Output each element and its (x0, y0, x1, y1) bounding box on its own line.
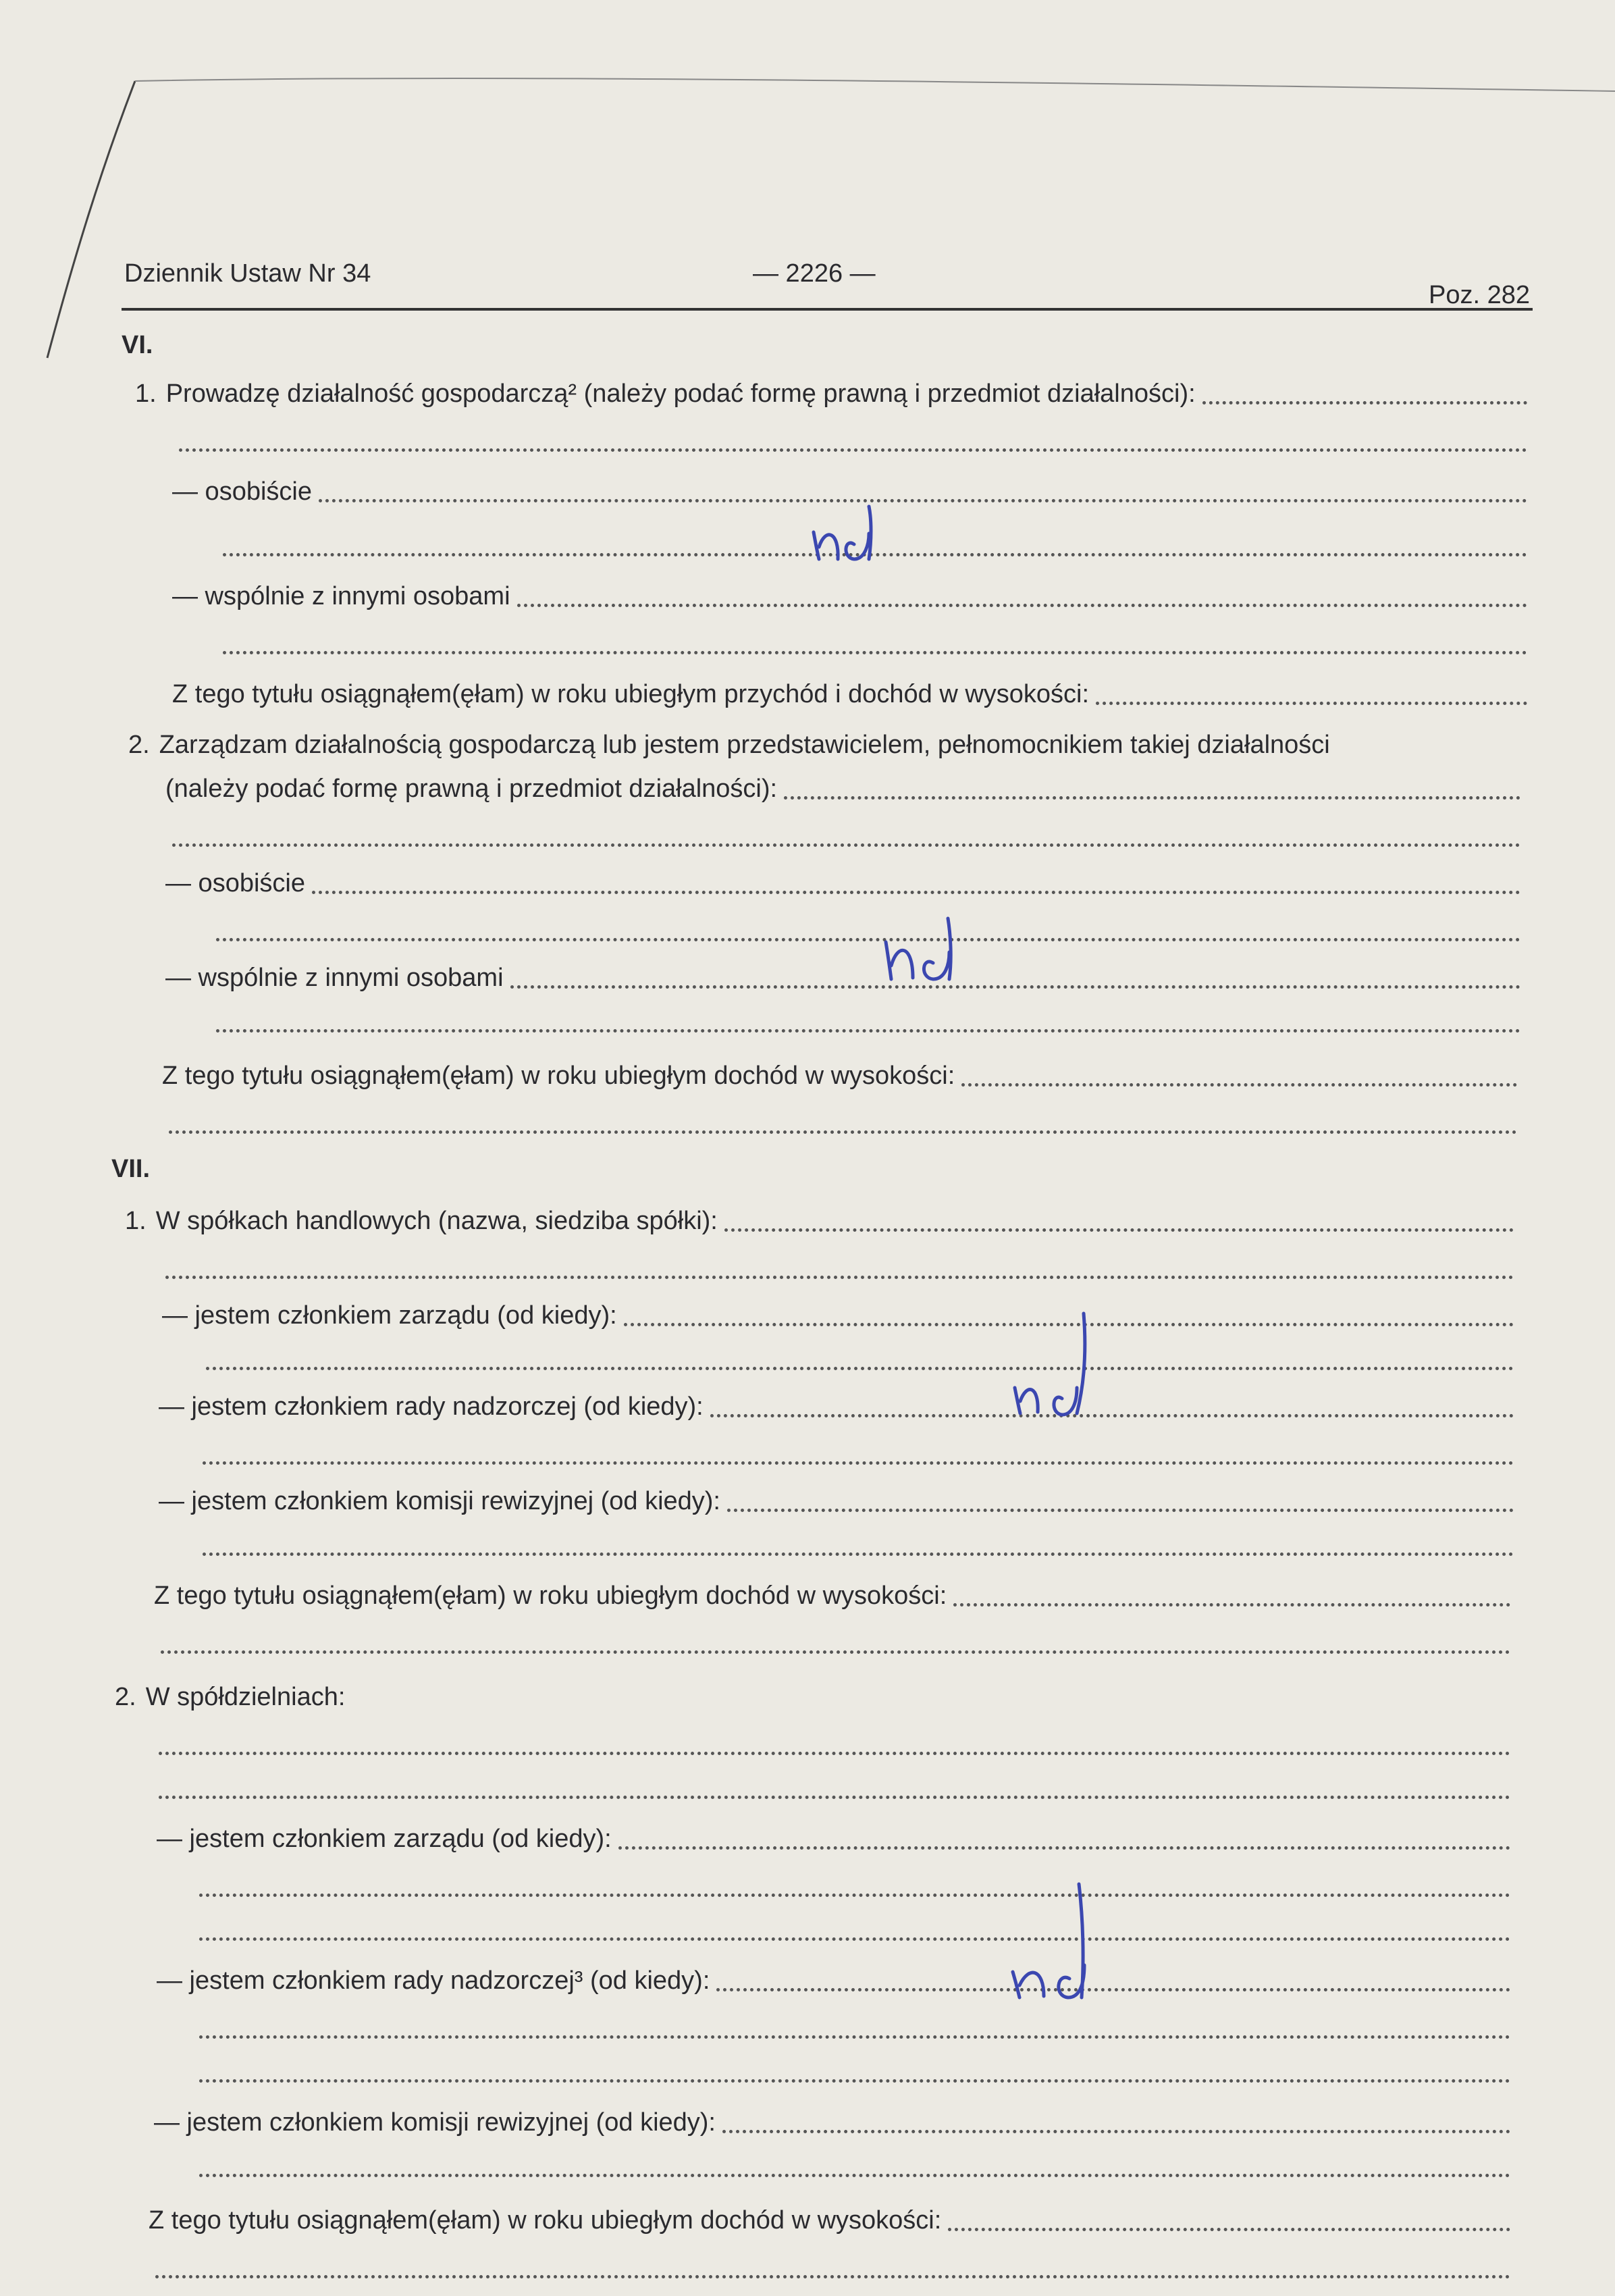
fill-line[interactable] (710, 1414, 1514, 1417)
vii-item2-text: W spółdzielniach: (145, 1683, 346, 1711)
vii-board2-blank-2 (192, 1904, 1510, 1945)
vii-supervisory-label: — jestem członkiem rady nadzorczej (od kiedy): (159, 1392, 704, 1421)
vi-personally-blank (216, 520, 1527, 560)
fill-line[interactable] (312, 891, 1520, 894)
vii-income1-blank (154, 1617, 1510, 1658)
fill-line[interactable] (223, 651, 1527, 654)
fill-line[interactable] (161, 1650, 1510, 1654)
scan-corner-line (0, 0, 1615, 378)
fill-line[interactable] (953, 1603, 1510, 1607)
vii-item1-number: 1. (125, 1207, 147, 1235)
position-number: Poz. 282 (1429, 281, 1530, 309)
vi-personally-label: — osobiście (172, 477, 312, 506)
vi-income1-label: Z tego tytułu osiągnąłem(ęłam) w roku ubiegłym przychód i dochód w wysokości: (172, 680, 1090, 708)
fill-line[interactable] (155, 2275, 1510, 2278)
vi-personally2-line (165, 858, 1520, 898)
vii-item1-text: W spółkach handlowych (nazwa, siedziba spółki): (155, 1207, 718, 1235)
vi-jointly-line (172, 571, 1527, 611)
vi-personally2-label: — osobiście (165, 869, 305, 897)
vii-supervisory2-blank-1 (192, 2002, 1510, 2043)
fill-line[interactable] (203, 1461, 1514, 1465)
vi-jointly-label: — wspólnie z innymi osobami (172, 582, 510, 610)
fill-line[interactable] (179, 448, 1527, 452)
fill-line[interactable] (716, 1988, 1510, 1991)
vii-audit-label: — jestem członkiem komisji rewizyjnej (od kiedy): (159, 1487, 720, 1515)
vii-board2-blank-1 (192, 1860, 1510, 1901)
vii-item1-blank (159, 1243, 1514, 1283)
vii-supervisory2-blank-2 (192, 2046, 1510, 2087)
fill-line[interactable] (618, 1846, 1510, 1850)
section-vi-heading: VI. (122, 331, 153, 359)
vi-jointly2-label: — wspólnie z innymi osobami (165, 964, 504, 992)
vii-item2-blank-1 (152, 1719, 1510, 1759)
page-number: — 2226 — (753, 259, 876, 288)
vii-item2-number: 2. (115, 1683, 136, 1711)
fill-line[interactable] (724, 1228, 1514, 1232)
vii-audit2-label: — jestem członkiem komisji rewizyjnej (od kiedy): (154, 2108, 716, 2137)
fill-line[interactable] (199, 2079, 1510, 2083)
vi-jointly-blank (216, 618, 1527, 658)
vii-income2-blank (149, 2242, 1510, 2282)
fill-line[interactable] (510, 985, 1520, 989)
vii-item2-line (115, 1671, 1510, 1712)
fill-line[interactable] (216, 1029, 1520, 1033)
vii-audit-blank (196, 1519, 1514, 1560)
fill-line[interactable] (206, 1367, 1514, 1370)
fill-line[interactable] (1096, 702, 1527, 705)
vi-income2-label: Z tego tytułu osiągnąłem(ęłam) w roku ubiegłym dochód w wysokości: (162, 1062, 955, 1090)
vi-item1-line (135, 368, 1527, 409)
vii-income2-line (149, 2195, 1510, 2235)
vii-audit2-line (154, 2097, 1510, 2137)
fill-line[interactable] (722, 2130, 1510, 2133)
fill-line[interactable] (223, 553, 1527, 556)
vii-board2-line (157, 1813, 1510, 1854)
vii-income2-label: Z tego tytułu osiągnąłem(ęłam) w roku ubiegłym dochód w wysokości: (149, 2206, 942, 2235)
fill-line[interactable] (165, 1276, 1514, 1279)
fill-line[interactable] (1202, 401, 1527, 405)
section-vii-heading: VII. (111, 1155, 151, 1183)
page-header (122, 258, 1533, 311)
vii-income1-line (154, 1570, 1510, 1611)
fill-line[interactable] (319, 499, 1527, 502)
vii-supervisory-line (159, 1381, 1514, 1421)
vii-audit-line (159, 1476, 1514, 1516)
fill-line[interactable] (784, 796, 1520, 800)
fill-line[interactable] (199, 2035, 1510, 2039)
fill-line[interactable] (216, 938, 1520, 941)
vi-item2-text: Zarządzam działalnością gospodarczą lub jestem przedstawicielem, pełnomocnikiem takiej działalności (159, 731, 1330, 759)
fill-line[interactable] (199, 1937, 1510, 1941)
vi-item1-number: 1. (135, 380, 157, 408)
vi-income2-line (162, 1050, 1517, 1091)
vii-supervisory-blank (196, 1428, 1514, 1469)
vii-supervisory2-label: — jestem członkiem rady nadzorczej³ (od kiedy): (157, 1966, 710, 1995)
fill-line[interactable] (172, 843, 1520, 847)
vi-item2-text-b: (należy podać formę prawną i przedmiot działalności): (165, 775, 778, 803)
fill-line[interactable] (517, 604, 1527, 607)
vi-jointly2-blank (209, 996, 1520, 1037)
fill-line[interactable] (624, 1323, 1514, 1326)
vii-board-blank (199, 1334, 1514, 1374)
vi-income1-line (172, 669, 1527, 709)
vii-board-label: — jestem członkiem zarządu (od kiedy): (162, 1301, 617, 1330)
vi-item2-number: 2. (128, 731, 150, 759)
vi-jointly2-line (165, 952, 1520, 993)
fill-line[interactable] (727, 1509, 1514, 1512)
fill-line[interactable] (199, 2174, 1510, 2177)
fill-line[interactable] (199, 1894, 1510, 1897)
vii-audit2-blank (192, 2141, 1510, 2181)
fill-line[interactable] (159, 1796, 1510, 1799)
vii-board-line (162, 1290, 1514, 1330)
vi-item2-line (128, 719, 1520, 760)
journal-title: Dziennik Ustaw Nr 34 (124, 259, 371, 288)
fill-line[interactable] (159, 1752, 1510, 1755)
vii-income1-label: Z tego tytułu osiągnąłem(ęłam) w roku ubiegłym dochód w wysokości: (154, 1582, 947, 1610)
vi-item2-blank (165, 810, 1520, 851)
vii-item1-line (125, 1195, 1514, 1236)
vi-item2-line-b (165, 763, 1520, 804)
vi-item1-text: Prowadzę działalność gospodarczą² (należy podać formę prawną i przedmiot działalności): (165, 380, 1196, 408)
fill-line[interactable] (961, 1083, 1517, 1087)
vi-personally2-blank (209, 905, 1520, 945)
fill-line[interactable] (948, 2228, 1510, 2231)
vi-item1-blank (172, 415, 1527, 456)
vi-personally-line (172, 466, 1527, 506)
vi-income2-blank (162, 1097, 1517, 1138)
fill-line[interactable] (203, 1553, 1514, 1556)
fill-line[interactable] (169, 1130, 1517, 1134)
vii-board2-label: — jestem członkiem zarządu (od kiedy): (157, 1825, 612, 1853)
vii-item2-blank-2 (152, 1763, 1510, 1803)
vii-supervisory2-line (157, 1955, 1510, 1995)
